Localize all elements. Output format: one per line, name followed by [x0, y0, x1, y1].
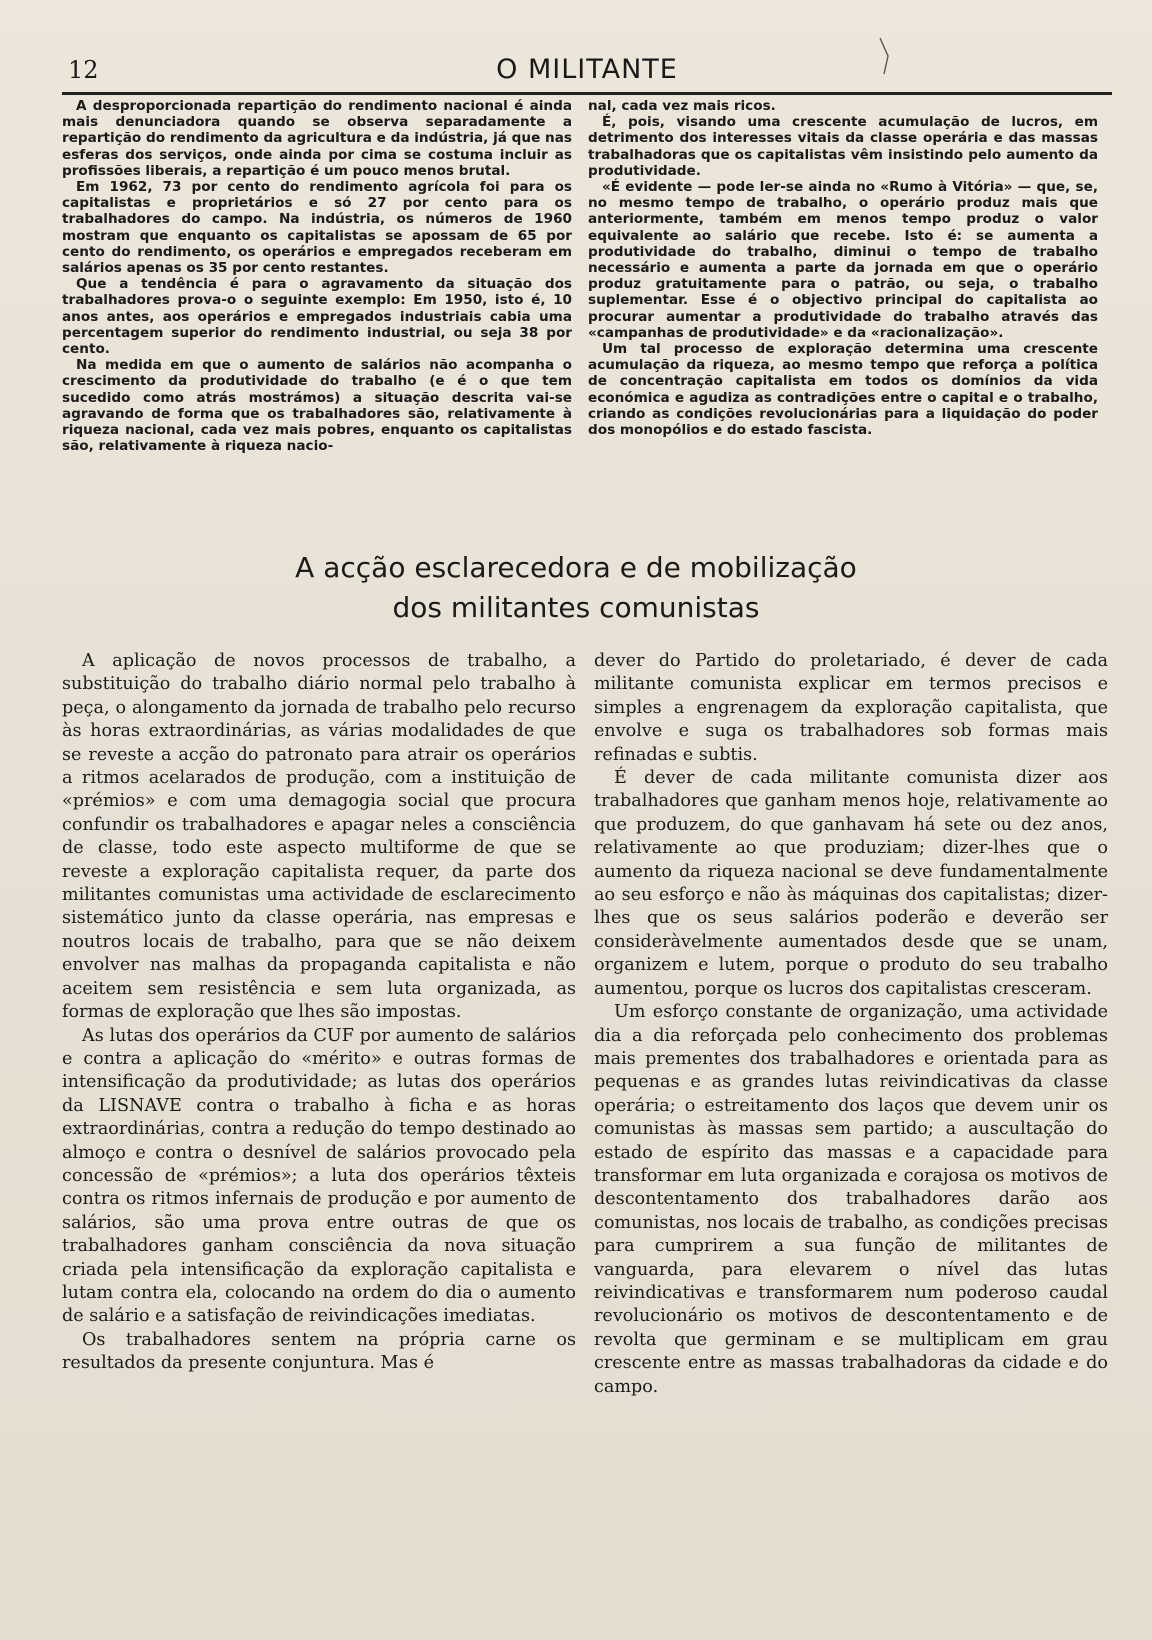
top-left-column — [62, 98, 572, 454]
top-right-column — [588, 98, 1098, 438]
journal-title: O MILITANTE — [496, 54, 678, 85]
continued-article — [62, 98, 1118, 528]
paragraph: É, pois, visando uma crescente acumulação de lucros, em detrimento dos interesses vitais da classe operária e das massas trabalhadoras que os capitalistas vêm insistindo pelo aumento da produtividade. — [588, 114, 1098, 179]
paragraph: Os trabalhadores sentem na própria carne os resultados da presente conjuntura. Mas é — [62, 1329, 576, 1374]
paragraph: Um esforço constante de organização, uma actividade dia a dia reforçada pelo conhecimento dos problemas mais prementes dos trabalhadores e orientada para as pequenas e as grandes lutas reivindicativas da classe operária; o estreitamento dos laços que devem unir os comunistas às massas sem partido; a auscultação do estado de espírito das massas e a capacidade para transformar em luta organizada e corajosa os motivos de descontentamento dos trabalhadores darão aos comunistas, nos locais de trabalho, as condições precisas para cumprirem a sua função de militantes de vanguarda, para elevarem o nível das lutas reivindicativas e transformarem num poderoso caudal revolucionário os motivos de descontentamento e de revolta que germinam e se multiplicam em grau crescente entre as massas trabalhadoras da cidade e do campo. — [594, 1002, 1108, 1397]
paragraph: É dever de cada militante comunista dizer aos trabalhadores que ganham menos hoje, relativamente ao que produzem, do que ganhavam há sete ou dez anos, relativamente ao que produziam; dizer-lhes que o aumento da riqueza nacional se deve fundamentalmente ao seu esforço e não às máquinas dos capitalistas; dizer-lhes que os seus salários poderão e deverão ser consideràvelmente aumentados desde que se unam, organizem e lutem, porque o produto do seu trabalho aumentou, porque os lucros dos capitalistas cresceram. — [594, 768, 1108, 999]
paragraph: dever do Partido do proletariado, é dever de cada militante comunista explicar em termos precisos e simples a engrenagem da exploração capitalista, que envolve e suga os trabalhadores sob formas mais refinadas e subtis. — [594, 651, 1108, 765]
main-left-column — [62, 650, 576, 1376]
paragraph: nal, cada vez mais ricos. — [588, 98, 776, 114]
paragraph: Um tal processo de exploração determina uma crescente acumulação da riqueza, ao mesmo tempo que reforça a política de concentração capitalista em todos os domínios da vida económica e agudiza as contradições entre o capital e o trabalho, criando as condições revolucionárias para a liquidação do poder dos monopólios e do estado fascista. — [588, 341, 1098, 439]
main-right-column — [594, 650, 1108, 1399]
paragraph: Na medida em que o aumento de salários não acompanha o crescimento da produtividade do trabalho (e é o que tem sucedido como atrás mostrámos) a situação descrita vai-se agravando de forma que os trabalhadores são, relativamente à riqueza nacional, cada vez mais pobres, enquanto os capitalistas são, relativamente à riqueza nacio- — [62, 357, 572, 455]
paragraph: A aplicação de novos processos de trabalho, a substituição do trabalho diário normal pelo trabalho à peça, o alongamento da jornada de trabalho pelo recurso às horas extraordinárias, as várias modalidades de que se reveste a acção do patronato para atrair os operários a ritmos acelarados de produção, com a instituição de «prémios» e com uma demagogia social que procura confundir os trabalhadores e apagar neles a consciência de classe, todo este aspecto multiforme de que se reveste a exploração capitalista requer, da parte dos militantes comunistas uma actividade de esclarecimento sistemático junto da classe operária, nas empresas e noutros locais de trabalho, para que se não deixem envolver nas malhas da propaganda capitalista e não aceitem sem resistência e sem luta organizada, as formas de exploração que lhes são impostas. — [62, 651, 576, 1023]
paragraph: As lutas dos operários da CUF por aumento de salários e contra a aplicação do «mérito» e outras formas de intensificação da produtividade; as lutas dos operários da LISNAVE contra o trabalho à ficha e as horas extraordinárias, contra a redução do tempo destinado ao almoço e contra o desnível de salários provocado pela concessão de «prémios»; a luta dos operários têxteis contra os ritmos infernais de produção e por aumento de salários, são uma prova entre outras de que os trabalhadores ganham consciência da nova situação criada pela intensificação da exploração capitalista e lutam contra ela, colocando na ordem do dia o aumento de salário e a satisfação de reivindicações imediatas. — [62, 1025, 576, 1327]
page-header — [62, 50, 1112, 95]
paragraph: «É evidente — pode ler-se ainda no «Rumo à Vitória» — que, se, no mesmo tempo de trabalho, o operário produz mais que anteriormente, também em menos tempo produz o valor equivalente ao salário que recebe. Isto é: se aumenta a produtividade do trabalho, diminui o tempo de trabalho necessário e aumenta a parte da jornada em que o operário produz gratuitamente para o patrão, ou seja, o trabalho suplementar. Esse é o objectivo principal do capitalista ao procurar aumentar a produtividade do trabalho através das «campanhas de produtividade» e da «racionalização». — [588, 179, 1098, 341]
paragraph: A desproporcionada repartição do rendimento nacional é ainda mais denunciadora quando se observa separadamente a repartição do rendimento da agricultura e da indústria, já que nas esferas dos serviços, onde ainda por cima se costuma incluir as profissões liberais, a repartição é um pouco menos brutal. — [62, 98, 572, 179]
main-article — [62, 650, 1118, 1610]
article-title-line-1: A acção esclarecedora e de mobilização — [295, 551, 857, 584]
paragraph: Que a tendência é para o agravamento da situação dos trabalhadores prova-o o seguinte exemplo: Em 1950, isto é, 10 anos antes, aos operários e empregados industriais cabia uma percentagem superior do rendimento industrial, ou seja 38 por cento. — [62, 276, 572, 358]
article-title — [0, 548, 1152, 628]
paragraph: Em 1962, 73 por cento do rendimento agrícola foi para os capitalistas e proprietários e só 27 por cento para os trabalhadores do campo. Na indústria, os números de 1960 mostram que enquanto os capitalistas se apossam de 65 por cento do rendimento, os operários e empregados receberam em salários apenas os 35 por cento restantes. — [62, 179, 572, 277]
page-number: 12 — [68, 56, 99, 84]
article-title-line-2: dos militantes comunistas — [392, 591, 760, 624]
